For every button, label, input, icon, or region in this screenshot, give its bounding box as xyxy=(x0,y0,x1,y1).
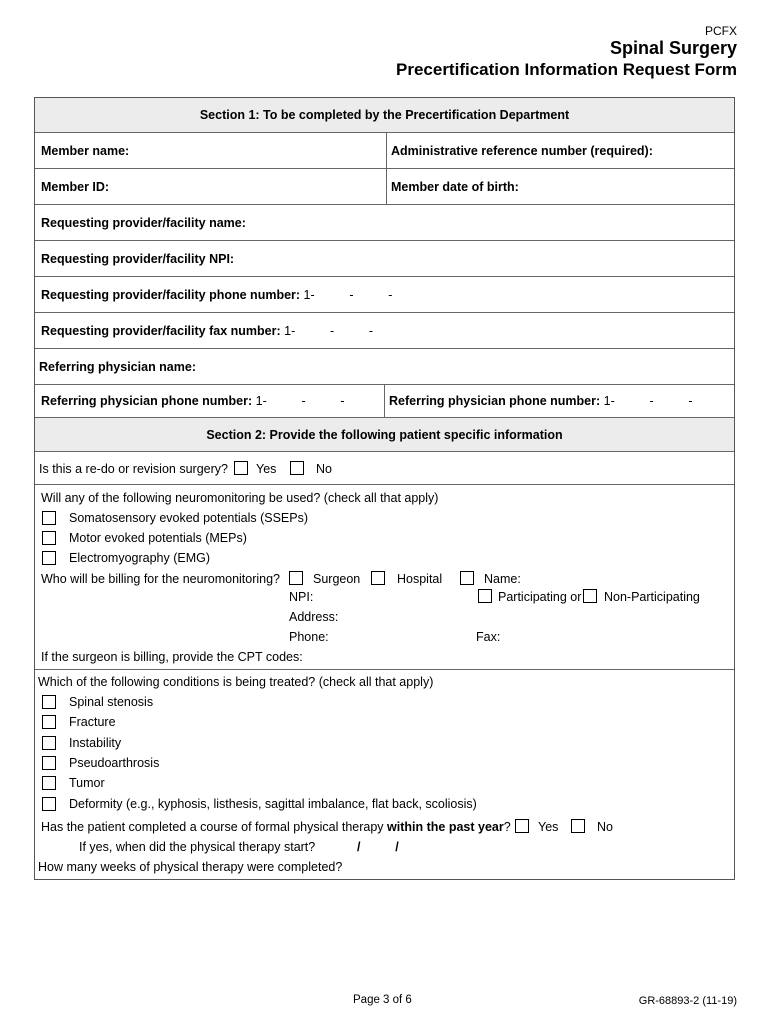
meps-checkbox[interactable] xyxy=(42,531,56,545)
tumor-label: Tumor xyxy=(69,776,105,790)
redo-row xyxy=(35,452,734,485)
provider-phone-value: 1- - - xyxy=(303,288,393,302)
provider-name-row xyxy=(35,205,734,241)
pt-question-a: Has the patient completed a course of formal physical therapy xyxy=(41,820,384,834)
pseudoarthrosis-label: Pseudoarthrosis xyxy=(69,756,160,770)
provider-phone-field[interactable] xyxy=(41,288,392,302)
section1-heading: Section 1: To be completed by the Precertification Department xyxy=(35,98,734,133)
pt-start-question: If yes, when did the physical therapy start? xyxy=(79,840,316,854)
spinal-stenosis-checkbox[interactable] xyxy=(42,695,56,709)
billing-hospital-checkbox[interactable] xyxy=(371,571,385,585)
form-subtitle: Precertification Information Request Form xyxy=(396,60,737,79)
conditions-question: Which of the following conditions is being treated? (check all that apply) xyxy=(38,675,434,689)
referring-phone2-value: 1- - - xyxy=(603,394,693,408)
non-participating-label: Non-Participating xyxy=(604,590,700,604)
participating-checkbox[interactable] xyxy=(478,589,492,603)
sseps-label: Somatosensory evoked potentials (SSEPs) xyxy=(69,511,309,525)
pt-question-c: ? xyxy=(503,820,511,834)
billing-name-checkbox[interactable] xyxy=(460,571,474,585)
member-id-field[interactable]: Member ID: xyxy=(41,180,110,194)
address-label: Address: xyxy=(289,610,339,624)
spinal-stenosis-label: Spinal stenosis xyxy=(69,695,154,709)
npi-label: NPI: xyxy=(289,590,314,604)
referring-phone-row xyxy=(35,385,734,418)
form-code-label: PCFX xyxy=(704,24,737,38)
billing-surgeon-checkbox[interactable] xyxy=(289,571,303,585)
neuro-question: Will any of the following neuromonitoring be used? (check all that apply) xyxy=(41,491,439,505)
redo-yes-checkbox[interactable] xyxy=(234,461,248,475)
phone-label: Phone: xyxy=(289,630,329,644)
pt-question xyxy=(41,820,511,834)
pt-question-b: within the past year xyxy=(387,820,504,834)
provider-fax-label: Requesting provider/facility fax number: xyxy=(41,324,281,338)
provider-fax-row xyxy=(35,313,734,349)
member-name-row xyxy=(35,133,734,169)
redo-no-label: No xyxy=(316,462,332,476)
member-dob-field[interactable]: Member date of birth: xyxy=(391,180,519,194)
pt-no-label: No xyxy=(597,820,613,834)
referring-phone-value: 1- - - xyxy=(255,394,345,408)
deformity-checkbox[interactable] xyxy=(42,797,56,811)
emg-label: Electromyography (EMG) xyxy=(69,551,211,565)
billing-question: Who will be billing for the neuromonitoring? xyxy=(41,572,281,586)
billing-surgeon-label: Surgeon xyxy=(313,572,361,586)
instability-label: Instability xyxy=(69,736,122,750)
precert-form xyxy=(34,97,735,880)
deformity-label: Deformity (e.g., kyphosis, listhesis, sagittal imbalance, flat back, scoliosis) xyxy=(69,797,477,811)
redo-yes-label: Yes xyxy=(256,462,277,476)
pt-weeks-question: How many weeks of physical therapy were completed? xyxy=(38,860,343,874)
member-name-field[interactable]: Member name: xyxy=(41,144,130,158)
provider-npi-row xyxy=(35,241,734,277)
pt-yes-label: Yes xyxy=(538,820,559,834)
non-participating-checkbox[interactable] xyxy=(583,589,597,603)
page-number: Page 3 of 6 xyxy=(353,994,412,1006)
emg-checkbox[interactable] xyxy=(42,551,56,565)
pt-no-checkbox[interactable] xyxy=(571,819,585,833)
conditions-section xyxy=(35,670,734,881)
fracture-label: Fracture xyxy=(69,715,116,729)
pt-yes-checkbox[interactable] xyxy=(515,819,529,833)
fax-label: Fax: xyxy=(476,630,501,644)
provider-npi-field[interactable]: Requesting provider/facility NPI: xyxy=(41,252,235,266)
cpt-note: If the surgeon is billing, provide the CPT codes: xyxy=(41,650,303,664)
tumor-checkbox[interactable] xyxy=(42,776,56,790)
referring-name-row xyxy=(35,349,734,385)
neuromonitoring-section xyxy=(35,485,734,670)
billing-hospital-label: Hospital xyxy=(397,572,443,586)
provider-phone-label: Requesting provider/facility phone number: xyxy=(41,288,301,302)
form-number: GR-68893-2 (11-19) xyxy=(638,995,737,1007)
member-id-row xyxy=(35,169,734,205)
meps-label: Motor evoked potentials (MEPs) xyxy=(69,531,247,545)
referring-phone2-field[interactable] xyxy=(389,394,693,408)
redo-no-checkbox[interactable] xyxy=(290,461,304,475)
provider-fax-field[interactable] xyxy=(41,324,373,338)
provider-fax-value: 1- - - xyxy=(284,324,374,338)
billing-name-label: Name: xyxy=(484,572,521,586)
divider xyxy=(386,169,387,205)
referring-phone-label: Referring physician phone number: xyxy=(41,394,253,408)
referring-phone2-label: Referring physician phone number: xyxy=(389,394,601,408)
sseps-checkbox[interactable] xyxy=(42,511,56,525)
provider-name-field[interactable]: Requesting provider/facility name: xyxy=(41,216,246,230)
pseudoarthrosis-checkbox[interactable] xyxy=(42,756,56,770)
section2-heading: Section 2: Provide the following patient specific information xyxy=(35,418,734,452)
form-title: Spinal Surgery xyxy=(609,38,737,58)
redo-question: Is this a re-do or revision surgery? xyxy=(39,462,228,476)
pt-start-date[interactable]: / / xyxy=(357,840,399,854)
admin-ref-field[interactable]: Administrative reference number (required): xyxy=(391,144,653,158)
participating-label: Participating or xyxy=(498,590,582,604)
divider xyxy=(384,385,385,418)
provider-phone-row xyxy=(35,277,734,313)
referring-phone-field[interactable] xyxy=(41,394,345,408)
divider xyxy=(386,133,387,169)
fracture-checkbox[interactable] xyxy=(42,715,56,729)
instability-checkbox[interactable] xyxy=(42,736,56,750)
referring-name-field[interactable]: Referring physician name: xyxy=(39,360,196,374)
